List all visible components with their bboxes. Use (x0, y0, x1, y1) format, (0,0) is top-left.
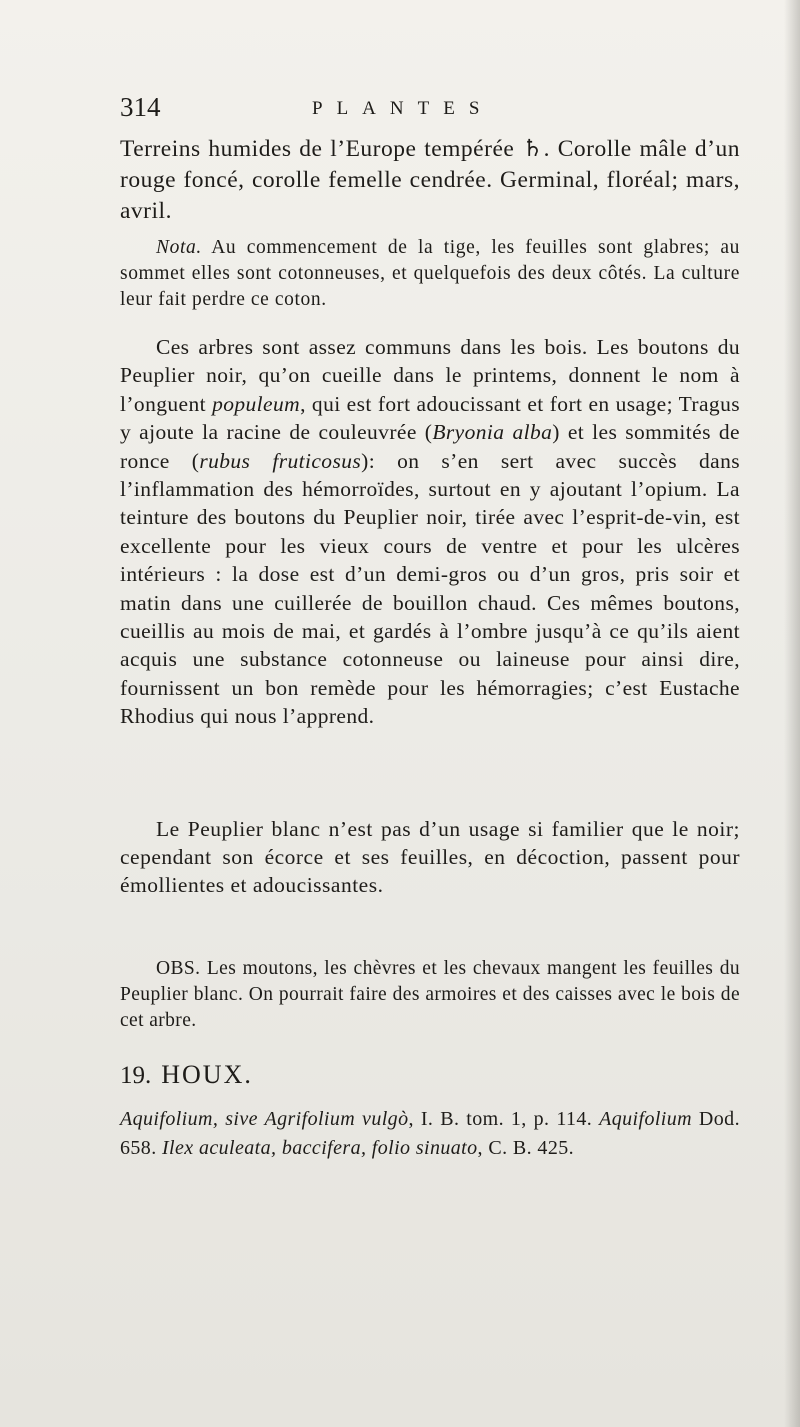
synonyms-paragraph (120, 1105, 740, 1163)
nota-paragraph (120, 235, 740, 313)
nota-text: Au commencement de la tige, les feuilles sont glabres; au sommet elles sont cotonneuses, et quelquefois des deux côtés. La culture leur fait perdre ce coton. (120, 237, 740, 310)
synonym-3-ref: , C. B. 425. (477, 1137, 575, 1159)
obs-paragraph (120, 956, 740, 1034)
obs-label: OBS. (156, 958, 201, 979)
uses-text-b: , qui est fort adoucissant et fort en usage; Tragus y ajoute la racine de couleuvrée ( (120, 391, 740, 445)
synonym-2-name: Aquifolium (599, 1108, 693, 1130)
uses-italic-rubus: rubus fruticosus (199, 448, 362, 473)
uses-italic-bryonia: Bryonia alba (432, 420, 553, 445)
habitat-paragraph (120, 134, 740, 227)
synonym-3-name: Ilex aculeata, baccifera, folio sinuato (162, 1137, 478, 1159)
nota-label: Nota. (156, 237, 202, 258)
habitat-text: Terreins humides de l’Europe tempérée ♄. Corolle mâle d’un rouge foncé, corolle femelle cendrée. Germinal, floréal; mars, avril. (120, 136, 740, 224)
uses-italic-populeum: populeum (212, 391, 301, 416)
synonym-1-name: Aquifolium, sive Agrifolium vulgò (120, 1108, 409, 1130)
page-edge-shadow (784, 0, 800, 1427)
obs-text: Les moutons, les chèvres et les chevaux mangent les feuilles du Peuplier blanc. On pourrait faire des armoires et des caisses avec le bois de cet arbre. (120, 958, 740, 1031)
entry-number: 19. (120, 1062, 152, 1089)
page-number: 314 (120, 92, 161, 122)
uses-paragraph (120, 333, 740, 731)
synonym-1-ref: , I. B. tom. 1, p. 114. (408, 1108, 600, 1130)
uses-text-c: ) et les sommités de ronce ( (120, 420, 740, 473)
entry-title: HOUX. (161, 1060, 253, 1089)
entry-heading (120, 1060, 420, 1102)
white-poplar-paragraph (120, 815, 740, 899)
white-poplar-text: Le Peuplier blanc n’est pas d’un usage si familier que le noir; cependant son écorce et ses feuilles, en décoction, passent pour émollientes et adoucissantes. (120, 817, 740, 897)
page-header (120, 92, 740, 132)
running-title: PLANTES (312, 98, 494, 119)
uses-text-a: Ces arbres sont assez communs dans les bois. Les boutons du Peuplier noir, qu’on cueille dans le printems, donnent le nom à l’onguent (120, 335, 740, 416)
synonym-2-ref: Dod. 658. (120, 1108, 740, 1159)
uses-text-d: ): on s’en sert avec succès dans l’inflammation des hémorroïdes, surtout en y ajoutant l’opium. La teinture des boutons du Peuplier noir, tirée avec l’esprit-de-vin, est excellente pour les vieux cours de ventre et pour les ulcères intérieurs : la dose est d’un demi-gros ou d’un gros, pris soir et matin dans une cuillerée de bouillon chaud. Ces mêmes boutons, cueillis au mois de mai, et gardés à l’ombre jusqu’à ce qu’ils aient acquis une substance cotonneuse ou laineuse pour ainsi dire, fournissent un bon remède pour les hémorragies; c’est Eustache Rhodius qui nous l’apprend. (120, 448, 740, 729)
